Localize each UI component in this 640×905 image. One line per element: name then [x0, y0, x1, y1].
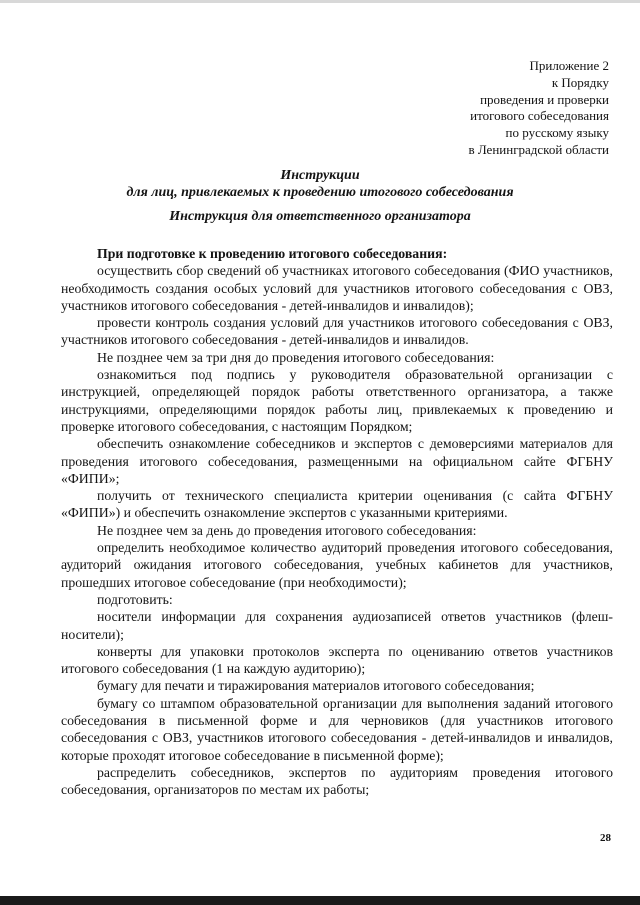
paragraph: Не позднее чем за три дня до проведения итогового собеседования: — [97, 349, 495, 365]
paragraph: подготовить: — [97, 591, 173, 607]
paragraph: ознакомиться под подпись у руководителя образовательной организации с инструкцией, определяющей порядок работы ответственного организатора, а также инструкциями, определяющими порядок работы лиц, привлекаемых к проведению и проверке итогового собеседования, с настоящим Порядком; — [61, 367, 613, 434]
paragraph: конверты для упаковки протоколов эксперта по оцениванию ответов участников итогового собеседования (1 на каждую аудиторию); — [61, 643, 613, 677]
appendix-line: в Ленинградской области — [468, 141, 609, 157]
appendix-line: итогового собеседования — [470, 108, 609, 124]
scan-edge-bottom — [0, 896, 640, 905]
paragraph: осуществить сбор сведений об участниках итогового собеседования (ФИО участников, необходимость создания особых условий для участников итогового собеседования с ОВЗ, участников итогового собеседования - детей-инвалидов и инвалидов); — [61, 263, 613, 313]
paragraph: определить необходимое количество аудиторий проведения итогового собеседования, аудиторий ожидания итогового собеседования, учебных кабинетов для участников, прошедших итоговое собеседование (при необходимости); — [61, 540, 613, 590]
appendix-line: Приложение 2 — [529, 58, 609, 73]
scan-edge-top — [0, 0, 640, 3]
paragraph: бумагу со штампом образовательной организации для выполнения заданий итогового собеседования в письменной форме и для черновиков (для участников итогового собеседования с ОВЗ, участников итогового собеседования - детей-инвалидов и инвалидов, которые проходят итоговое собеседование в письменной форме); — [61, 695, 613, 763]
appendix-note — [349, 58, 609, 159]
paragraph: получить от технического специалиста критерии оценивания (с сайта ФГБНУ «ФИПИ») и обеспечить ознакомление экспертов с указанными критериями. — [61, 488, 613, 521]
appendix-line: к Порядку — [551, 74, 609, 90]
paragraph: обеспечить ознакомление собеседников и экспертов с демоверсиями материалов для проведения итогового собеседования, размещенными на официальном сайте ФГБНУ «ФИПИ»; — [61, 436, 613, 486]
document-title-line2: для лиц, привлекаемых к проведению итогового собеседования — [126, 185, 514, 200]
appendix-line: по русскому языку — [505, 125, 609, 141]
paragraph: распределить собеседников, экспертов по аудиториям проведения итогового собеседования, организаторов по местам их работы; — [61, 764, 613, 798]
appendix-line: проведения и проверки — [480, 91, 609, 107]
document-subtitle: Инструкция для ответственного организатора — [169, 209, 471, 224]
section-heading: При подготовке к проведению итогового собеседования: — [97, 246, 448, 261]
document-title-line1: Инструкции — [280, 168, 360, 183]
instruction-body — [61, 245, 613, 799]
paragraph: бумагу для печати и тиражирования материалов итогового собеседования; — [97, 678, 535, 694]
paragraph: провести контроль создания условий для участников итогового собеседования с ОВЗ, участников итогового собеседования - детей-инвалидов и инвалидов. — [61, 315, 613, 348]
page-number: 28 — [600, 832, 611, 844]
paragraph: носители информации для сохранения аудиозаписей ответов участников (флеш-носители); — [61, 609, 613, 642]
document-title — [0, 167, 640, 201]
paragraph: Не позднее чем за день до проведения итогового собеседования: — [97, 522, 477, 538]
